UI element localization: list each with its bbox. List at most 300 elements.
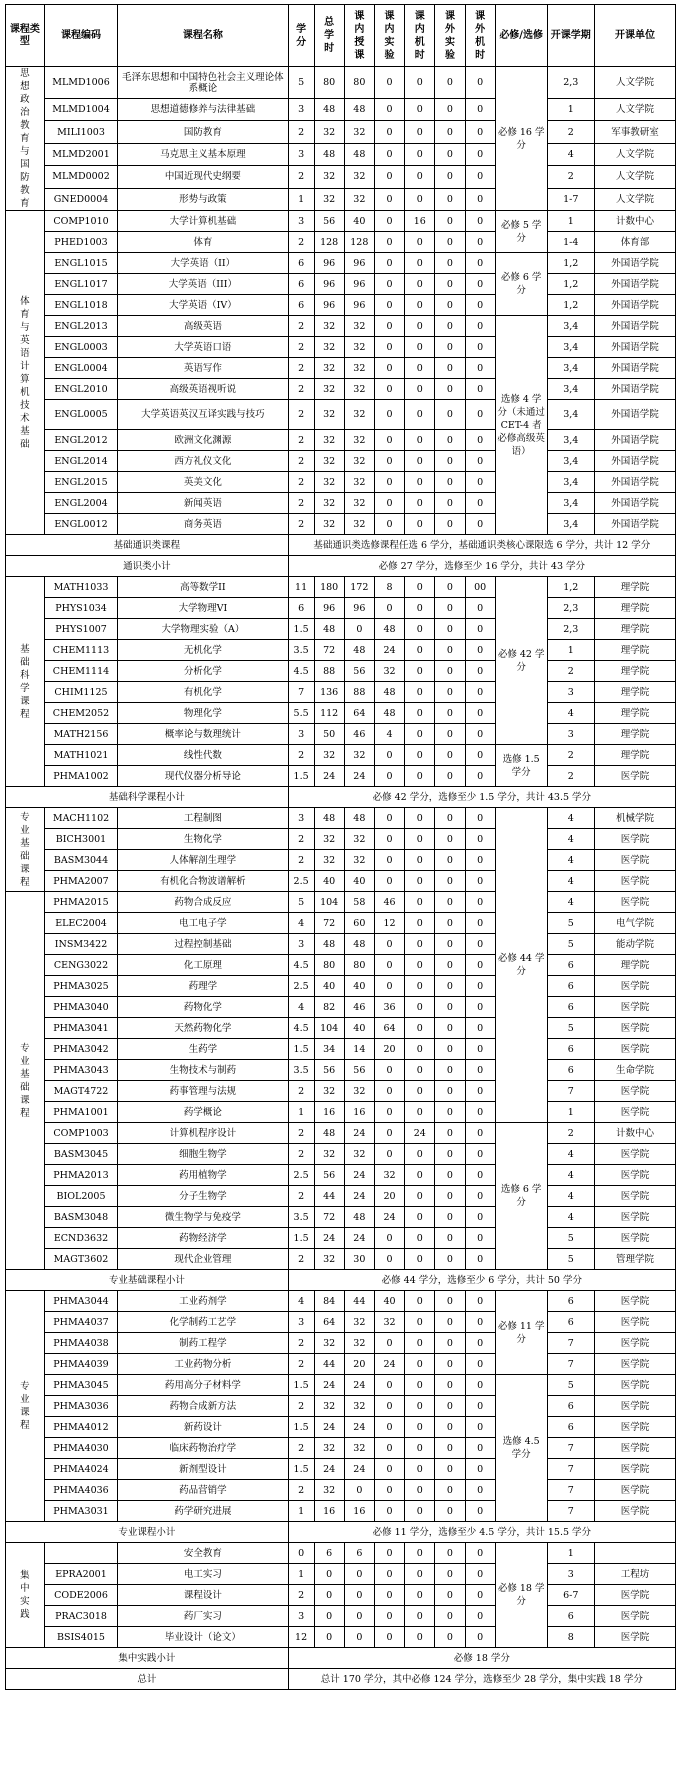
value-cell: 0 <box>435 1207 465 1228</box>
table-row <box>6 640 676 661</box>
course-name: 新剂型设计 <box>118 1459 288 1480</box>
course-code: ENGL1015 <box>44 253 117 274</box>
value-cell: 2 <box>288 1438 314 1459</box>
semester: 3,4 <box>547 451 594 472</box>
course-name: 思想道德修养与法律基础 <box>118 99 288 121</box>
course-name: 药物合成新方法 <box>118 1396 288 1417</box>
department: 计数中心 <box>595 1123 676 1144</box>
total-label: 总计 <box>6 1669 289 1690</box>
course-code: MATH1021 <box>44 745 117 766</box>
summary-label: 专业基础课程小计 <box>6 1270 289 1291</box>
course-code: PHMA3040 <box>44 997 117 1018</box>
course-code: CODE2006 <box>44 1585 117 1606</box>
machine-hours: 0 <box>405 99 435 121</box>
value-cell: 0 <box>405 913 435 934</box>
requirement-label: 必修 6 学分 <box>500 272 542 296</box>
semester: 1-7 <box>547 188 594 210</box>
course-name <box>118 379 288 400</box>
semester: 6 <box>547 1396 594 1417</box>
value-cell: 0 <box>374 1333 404 1354</box>
value-cell: 24 <box>405 1123 435 1144</box>
value-cell: 0 <box>314 1606 344 1627</box>
value-cell: 0 <box>374 472 404 493</box>
value-cell: 0 <box>374 316 404 337</box>
value-cell: 0 <box>435 1312 465 1333</box>
value-cell: 32 <box>314 829 344 850</box>
extra-lab-hours: 0 <box>435 121 465 143</box>
summary-text: 必修 27 学分，选修至少 16 学分，共计 43 学分 <box>288 556 675 577</box>
value-cell: 0 <box>405 1375 435 1396</box>
value-cell: 32 <box>344 316 374 337</box>
value-cell: 0 <box>405 253 435 274</box>
course-name <box>118 358 288 379</box>
department: 医学院 <box>595 1375 676 1396</box>
semester: 1 <box>547 1102 594 1123</box>
value-cell: 32 <box>314 1396 344 1417</box>
course-name-text: 高级英语 <box>183 320 222 332</box>
course-name: 药理学 <box>118 976 288 997</box>
requirement-cell <box>495 577 547 745</box>
course-name: 分析化学 <box>118 661 288 682</box>
value-cell: 0 <box>435 1291 465 1312</box>
extra-lab-hours: 0 <box>435 67 465 99</box>
course-name: 细胞生物学 <box>118 1144 288 1165</box>
value-cell: 0 <box>405 577 435 598</box>
value-cell: 0 <box>435 682 465 703</box>
value-cell: 0 <box>405 1564 435 1585</box>
course-type-label: 思想政治教育与国防教育 <box>20 68 30 209</box>
value-cell: 1.5 <box>288 1039 314 1060</box>
semester: 3,4 <box>547 472 594 493</box>
semester: 4 <box>547 143 594 165</box>
value-cell: 6 <box>288 295 314 316</box>
value-cell: 46 <box>374 892 404 913</box>
table-row <box>6 1459 676 1480</box>
course-name <box>118 400 288 430</box>
value-cell: 48 <box>344 808 374 829</box>
course-name: 有机化合物波谱解析 <box>118 871 288 892</box>
course-code: PHMA3041 <box>44 1018 117 1039</box>
value-cell: 1.5 <box>288 766 314 787</box>
requirement-cell <box>495 1543 547 1648</box>
value-cell: 0 <box>405 1396 435 1417</box>
course-name: 无机化学 <box>118 640 288 661</box>
value-cell: 0 <box>405 1417 435 1438</box>
value-cell: 0 <box>435 997 465 1018</box>
course-code: PHMA4039 <box>44 1354 117 1375</box>
value-cell: 0 <box>435 1123 465 1144</box>
value-cell: 1 <box>288 1501 314 1522</box>
semester: 7 <box>547 1354 594 1375</box>
semester: 4 <box>547 1186 594 1207</box>
department: 医学院 <box>595 997 676 1018</box>
table-row <box>6 1186 676 1207</box>
lab-hours: 0 <box>374 188 404 210</box>
value-cell: 0 <box>288 1543 314 1564</box>
value-cell: 0 <box>465 400 495 430</box>
value-cell: 1.5 <box>288 619 314 640</box>
course-name: 毕业设计（论文） <box>118 1627 288 1648</box>
value-cell: 0 <box>465 1081 495 1102</box>
value-cell: 0 <box>374 514 404 535</box>
department: 理学院 <box>595 619 676 640</box>
value-cell: 3.5 <box>288 640 314 661</box>
value-cell: 0 <box>405 1018 435 1039</box>
semester: 3,4 <box>547 316 594 337</box>
value-cell: 0 <box>435 892 465 913</box>
value-cell: 32 <box>314 1249 344 1270</box>
table-row <box>6 682 676 703</box>
value-cell: 32 <box>314 430 344 451</box>
course-name <box>118 514 288 535</box>
value-cell: 0 <box>435 1060 465 1081</box>
value-cell: 0 <box>405 598 435 619</box>
value-cell: 0 <box>435 1585 465 1606</box>
value-cell: 0 <box>435 514 465 535</box>
table-row <box>6 1207 676 1228</box>
semester: 6 <box>547 997 594 1018</box>
value-cell: 0 <box>374 1396 404 1417</box>
column-header-label: 课程名称 <box>182 29 223 41</box>
value-cell: 0 <box>405 619 435 640</box>
value-cell: 0 <box>435 1606 465 1627</box>
table-row <box>6 1417 676 1438</box>
value-cell: 32 <box>314 379 344 400</box>
value-cell: 0 <box>374 295 404 316</box>
table-row <box>6 661 676 682</box>
semester: 2 <box>547 1123 594 1144</box>
summary-text: 必修 18 学分 <box>288 1648 675 1669</box>
value-cell: 48 <box>374 682 404 703</box>
department: 医学院 <box>595 1438 676 1459</box>
value-cell: 64 <box>314 1312 344 1333</box>
value-cell: 32 <box>314 472 344 493</box>
course-name: 大学计算机基础 <box>118 211 288 232</box>
value-cell: 0 <box>374 1060 404 1081</box>
value-cell: 4 <box>374 724 404 745</box>
column-header-label: 课程类型 <box>9 23 40 47</box>
course-name-text: 新闻英语 <box>183 497 222 509</box>
value-cell: 1.5 <box>288 1417 314 1438</box>
table-row <box>6 143 676 165</box>
course-code: PHMA3042 <box>44 1039 117 1060</box>
value-cell: 0 <box>405 1354 435 1375</box>
semester: 2,3 <box>547 67 594 99</box>
value-cell: 0 <box>405 514 435 535</box>
value-cell: 44 <box>344 1291 374 1312</box>
value-cell: 72 <box>314 640 344 661</box>
column-header <box>288 5 314 67</box>
value-cell: 0 <box>465 1060 495 1081</box>
value-cell: 0 <box>465 316 495 337</box>
table-row <box>6 253 676 274</box>
value-cell: 0 <box>465 934 495 955</box>
course-name: 国防教育 <box>118 121 288 143</box>
value-cell: 0 <box>435 295 465 316</box>
value-cell: 0 <box>465 1102 495 1123</box>
course-code: CHEM2052 <box>44 703 117 724</box>
value-cell: 0 <box>435 1228 465 1249</box>
course-name-text: 大学英语（II） <box>170 257 236 269</box>
value-cell: 48 <box>374 703 404 724</box>
department: 医学院 <box>595 1627 676 1648</box>
value-cell: 0 <box>405 1207 435 1228</box>
semester: 3 <box>547 1564 594 1585</box>
value-cell: 0 <box>405 703 435 724</box>
department: 军事教研室 <box>595 121 676 143</box>
summary-row <box>6 787 676 808</box>
value-cell: 2.5 <box>288 976 314 997</box>
table-row <box>6 1081 676 1102</box>
value-cell: 40 <box>344 1018 374 1039</box>
course-name: 电工实习 <box>118 1564 288 1585</box>
lab-hours: 0 <box>374 166 404 188</box>
value-cell: 2.5 <box>288 1165 314 1186</box>
value-cell: 0 <box>374 430 404 451</box>
table-row <box>6 232 676 253</box>
table-row <box>6 316 676 337</box>
course-name-text: 大学英语（III） <box>168 278 238 290</box>
value-cell: 24 <box>344 1123 374 1144</box>
course-name: 高等数学II <box>118 577 288 598</box>
value-cell: 96 <box>344 598 374 619</box>
course-name: 计算机程序设计 <box>118 1123 288 1144</box>
requirement-cell <box>495 1375 547 1522</box>
semester: 2 <box>547 766 594 787</box>
requirement-label: 选修 4 学分（未通过 CET-4 者必修高级英语） <box>497 393 545 457</box>
column-header-label: 开课单位 <box>615 29 655 41</box>
table-row <box>6 976 676 997</box>
course-name: 现代仪器分析导论 <box>118 766 288 787</box>
course-name: 化工原理 <box>118 955 288 976</box>
value-cell: 1 <box>288 1564 314 1585</box>
value-cell: 0 <box>465 640 495 661</box>
course-code: PHED1003 <box>44 232 117 253</box>
value-cell: 128 <box>344 232 374 253</box>
table-row <box>6 997 676 1018</box>
value-cell: 48 <box>314 1123 344 1144</box>
semester: 1,2 <box>547 253 594 274</box>
department: 医学院 <box>595 1165 676 1186</box>
extra-lab-hours: 0 <box>435 188 465 210</box>
course-code: ENGL1017 <box>44 274 117 295</box>
course-name <box>118 430 288 451</box>
table-row <box>6 1312 676 1333</box>
value-cell: 2 <box>288 1123 314 1144</box>
semester: 5 <box>547 1375 594 1396</box>
table-row <box>6 1102 676 1123</box>
department: 理学院 <box>595 640 676 661</box>
department: 外国语学院 <box>595 493 676 514</box>
value-cell: 0 <box>465 1375 495 1396</box>
value-cell: 0 <box>435 598 465 619</box>
value-cell: 0 <box>435 619 465 640</box>
value-cell: 0 <box>405 682 435 703</box>
value-cell: 0 <box>465 1123 495 1144</box>
value-cell: 0 <box>405 1144 435 1165</box>
value-cell: 0 <box>374 1543 404 1564</box>
course-code: GNED0004 <box>44 188 117 210</box>
value-cell: 0 <box>465 514 495 535</box>
value-cell: 0 <box>465 211 495 232</box>
semester: 2 <box>547 121 594 143</box>
value-cell: 0 <box>435 640 465 661</box>
course-type-cell <box>6 211 45 535</box>
course-code: ENGL2015 <box>44 472 117 493</box>
requirement-cell <box>495 67 547 211</box>
value-cell: 88 <box>344 682 374 703</box>
course-code: CHEM1113 <box>44 640 117 661</box>
semester: 4 <box>547 1165 594 1186</box>
course-type-cell <box>6 892 45 1270</box>
course-code: COMP1010 <box>44 211 117 232</box>
department: 医学院 <box>595 976 676 997</box>
requirement-label: 必修 44 学分 <box>497 953 545 977</box>
value-cell: 96 <box>344 274 374 295</box>
department: 医学院 <box>595 1144 676 1165</box>
table-row <box>6 67 676 99</box>
value-cell: 32 <box>314 400 344 430</box>
value-cell: 6 <box>344 1543 374 1564</box>
value-cell: 4.5 <box>288 661 314 682</box>
semester: 7 <box>547 1501 594 1522</box>
semester: 6 <box>547 1312 594 1333</box>
course-name: 课程设计 <box>118 1585 288 1606</box>
summary-row <box>6 556 676 577</box>
semester: 4 <box>547 892 594 913</box>
value-cell: 0 <box>374 253 404 274</box>
course-name: 过程控制基础 <box>118 934 288 955</box>
value-cell: 56 <box>344 1060 374 1081</box>
course-code: ENGL2014 <box>44 451 117 472</box>
course-code: PHMA3044 <box>44 1291 117 1312</box>
course-name: 概率论与数理统计 <box>118 724 288 745</box>
requirement-cell <box>495 1123 547 1270</box>
value-cell: 0 <box>405 850 435 871</box>
course-code: PHMA1001 <box>44 1102 117 1123</box>
course-name-with-subgroup <box>118 316 288 337</box>
value-cell: 0 <box>435 1501 465 1522</box>
value-cell: 0 <box>405 379 435 400</box>
value-cell: 0 <box>435 1144 465 1165</box>
semester: 1,2 <box>547 274 594 295</box>
value-cell: 58 <box>344 892 374 913</box>
table-row <box>6 871 676 892</box>
value-cell: 8 <box>374 577 404 598</box>
value-cell: 32 <box>344 1081 374 1102</box>
table-row <box>6 724 676 745</box>
course-code: ENGL0012 <box>44 514 117 535</box>
course-type-label: 专业课程 <box>20 1381 30 1431</box>
course-name <box>118 274 288 295</box>
department: 人文学院 <box>595 143 676 165</box>
value-cell: 0 <box>374 1606 404 1627</box>
value-cell: 0 <box>374 1102 404 1123</box>
value-cell: 0 <box>405 400 435 430</box>
value-cell: 0 <box>405 1249 435 1270</box>
value-cell: 32 <box>344 379 374 400</box>
department: 医学院 <box>595 829 676 850</box>
value-cell: 32 <box>314 1333 344 1354</box>
value-cell: 0 <box>374 766 404 787</box>
value-cell: 40 <box>374 1291 404 1312</box>
semester: 3,4 <box>547 514 594 535</box>
column-header-label: 课内机时 <box>414 10 425 61</box>
semester: 1 <box>547 640 594 661</box>
value-cell: 0 <box>405 1060 435 1081</box>
course-code: MAGT4722 <box>44 1081 117 1102</box>
value-cell: 32 <box>344 451 374 472</box>
course-code: PHMA2015 <box>44 892 117 913</box>
value-cell: 0 <box>465 295 495 316</box>
value-cell: 0 <box>405 745 435 766</box>
credits: 2 <box>288 121 314 143</box>
course-name: 工程制图 <box>118 808 288 829</box>
value-cell: 32 <box>314 1480 344 1501</box>
summary-row <box>6 1270 676 1291</box>
table-row <box>6 913 676 934</box>
course-name: 药物化学 <box>118 997 288 1018</box>
value-cell: 0 <box>435 1333 465 1354</box>
value-cell: 3 <box>288 808 314 829</box>
value-cell: 0 <box>465 766 495 787</box>
value-cell: 0 <box>435 1543 465 1564</box>
semester: 1 <box>547 211 594 232</box>
course-code: PHMA4038 <box>44 1333 117 1354</box>
table-row <box>6 1627 676 1648</box>
value-cell: 1.5 <box>288 1375 314 1396</box>
course-code: PHMA3045 <box>44 1375 117 1396</box>
course-type-label: 体育与英语计算机技术基础 <box>20 295 30 450</box>
semester: 5 <box>547 934 594 955</box>
semester: 6 <box>547 955 594 976</box>
value-cell: 0 <box>374 598 404 619</box>
value-cell: 0 <box>435 1081 465 1102</box>
extra-machine-hours: 0 <box>465 121 495 143</box>
value-cell: 96 <box>344 295 374 316</box>
total-hours: 32 <box>314 166 344 188</box>
value-cell: 0 <box>435 661 465 682</box>
value-cell: 20 <box>374 1039 404 1060</box>
value-cell: 0 <box>465 1165 495 1186</box>
summary-row <box>6 1648 676 1669</box>
value-cell: 0 <box>435 1480 465 1501</box>
course-name: 毛泽东思想和中国特色社会主义理论体系概论 <box>118 67 288 99</box>
value-cell: 0 <box>314 1627 344 1648</box>
value-cell: 0 <box>374 1459 404 1480</box>
value-cell: 2 <box>288 1249 314 1270</box>
total-row <box>6 1669 676 1690</box>
table-row <box>6 703 676 724</box>
summary-label: 通识类小计 <box>6 556 289 577</box>
table-row <box>6 121 676 143</box>
value-cell: 0 <box>465 1585 495 1606</box>
department: 外国语学院 <box>595 430 676 451</box>
value-cell: 0 <box>465 379 495 400</box>
value-cell: 0 <box>465 829 495 850</box>
value-cell: 0 <box>405 358 435 379</box>
value-cell: 3 <box>288 1606 314 1627</box>
course-code: CHIM1125 <box>44 682 117 703</box>
column-header <box>465 5 495 67</box>
value-cell: 0 <box>435 400 465 430</box>
lab-hours: 0 <box>374 99 404 121</box>
value-cell: 2 <box>288 829 314 850</box>
department: 外国语学院 <box>595 514 676 535</box>
column-header <box>6 5 45 67</box>
value-cell: 2 <box>288 1354 314 1375</box>
value-cell: 0 <box>405 1585 435 1606</box>
